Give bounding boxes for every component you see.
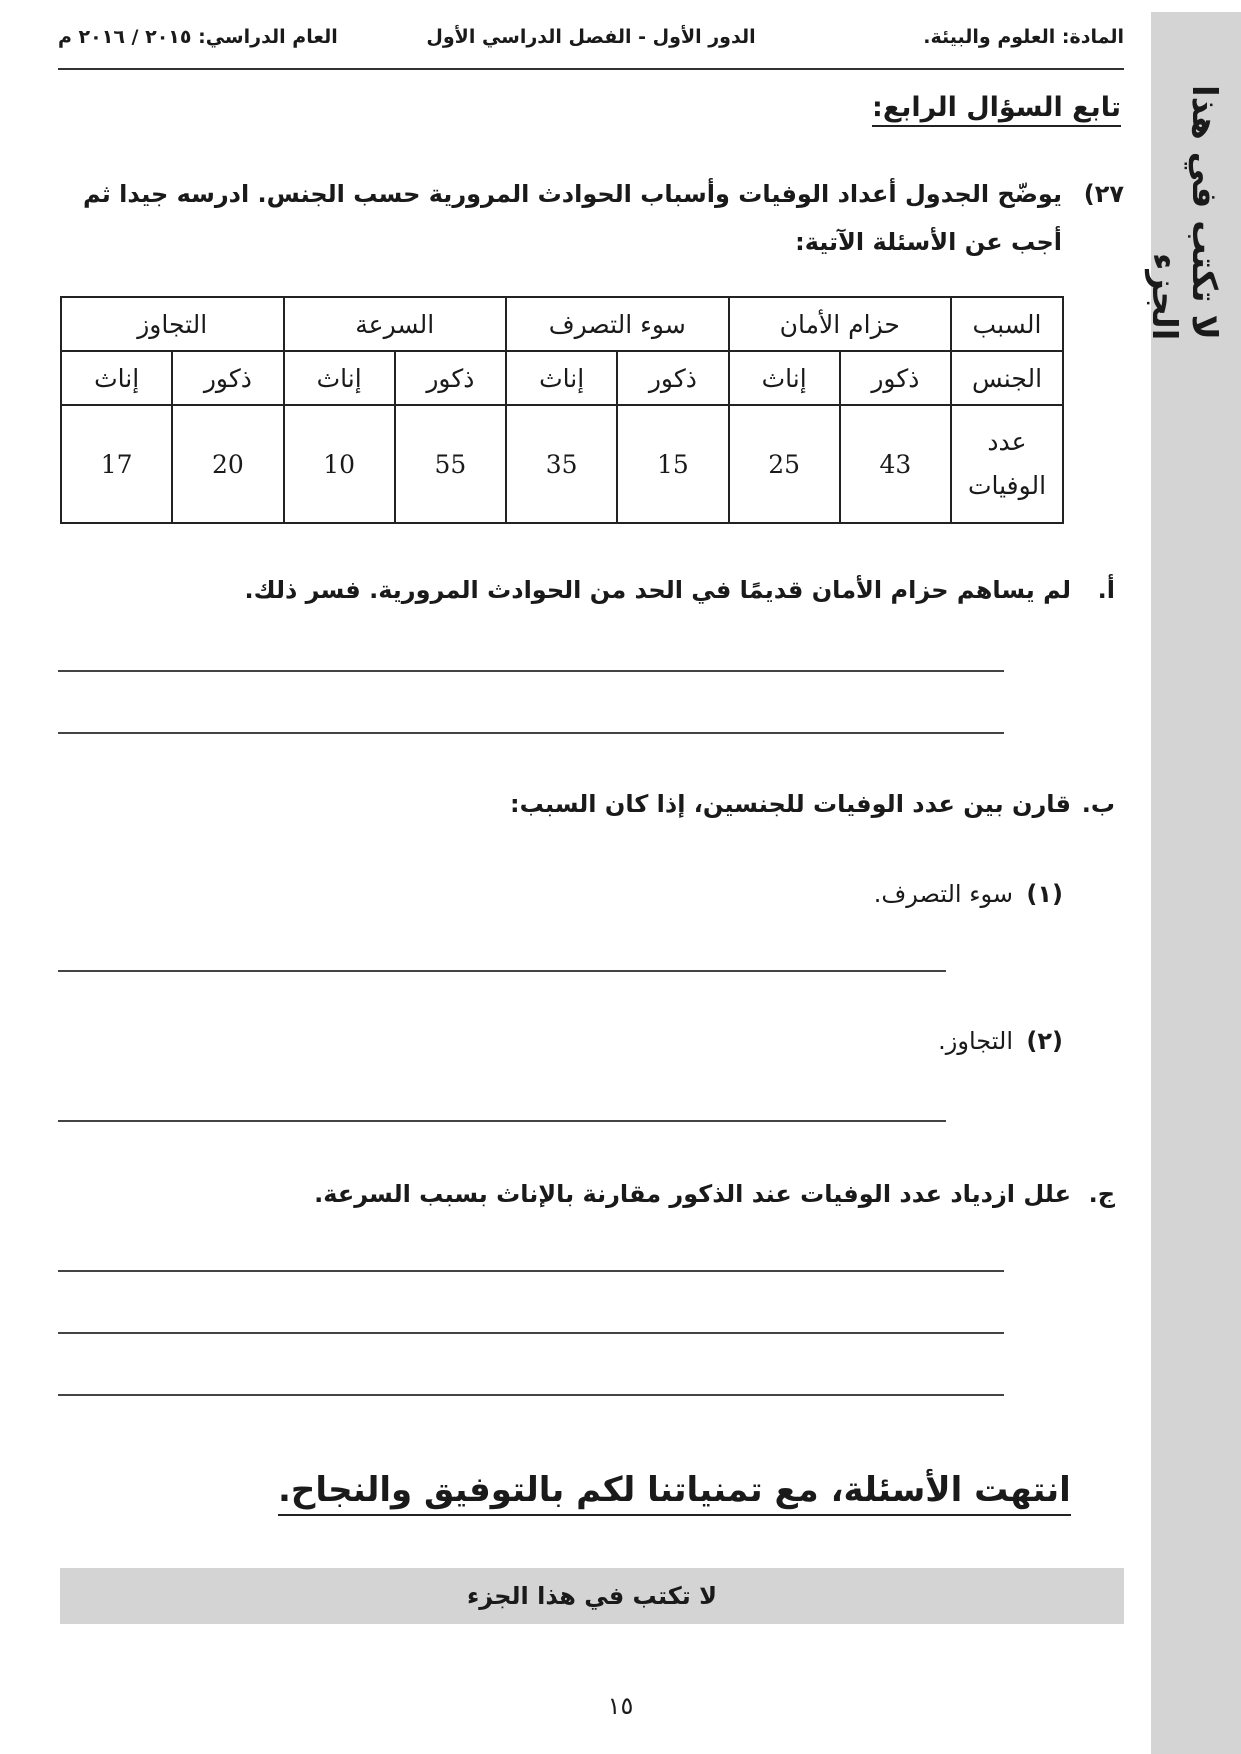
gender-female-cell: إناث [61, 351, 172, 405]
answer-line[interactable] [58, 1332, 1004, 1334]
value-seatbelt-male: 43 [840, 405, 951, 523]
gender-male-cell: ذكور [840, 351, 951, 405]
part-c-text: علل ازدياد عدد الوفيات عند الذكور مقارنة بالإناث بسبب السرعة. [314, 1180, 1071, 1208]
value-overtaking-female: 17 [61, 405, 172, 523]
sub1-number: (١) [1026, 880, 1063, 908]
cause-speed: السرعة [284, 297, 507, 351]
header-year: العام الدراسي: ٢٠١٥ / ٢٠١٦ م [58, 26, 338, 48]
value-speed-female: 10 [284, 405, 395, 523]
gender-female-cell: إناث [284, 351, 395, 405]
part-b-label: ب. [1081, 790, 1115, 818]
table-row-causes [61, 297, 1063, 351]
value-overtaking-male: 20 [172, 405, 283, 523]
sub1-text: سوء التصرف. [873, 880, 1013, 908]
part-b [510, 790, 1115, 818]
part-a [244, 576, 1115, 604]
answer-line[interactable] [58, 670, 1004, 672]
question-text: يوضّح الجدول أعداد الوفيات وأسباب الحوادث المرورية حسب الجنس. ادرسه جيدا ثم أجب عن الأسئلة الآتية: [82, 180, 1062, 256]
question-number: ٢٧) [1083, 180, 1124, 208]
question-27 [70, 170, 1124, 266]
page-header [58, 18, 1124, 62]
part-b-sub2 [938, 1027, 1063, 1055]
cause-header-cell: السبب [951, 297, 1063, 351]
part-a-label: أ. [1097, 576, 1115, 604]
header-subject: المادة: العلوم والبيئة. [923, 26, 1124, 48]
answer-line[interactable] [58, 970, 946, 972]
table-row-deaths [61, 405, 1063, 523]
value-misconduct-male: 15 [617, 405, 728, 523]
gender-male-cell: ذكور [617, 351, 728, 405]
gender-male-cell: ذكور [172, 351, 283, 405]
page-number: ١٥ [607, 1692, 634, 1720]
answer-line[interactable] [58, 1120, 946, 1122]
deaths-table [60, 296, 1064, 524]
part-b-sub1 [873, 880, 1063, 908]
cause-misconduct: سوء التصرف [506, 297, 729, 351]
do-not-write-bar: لا تكتب في هذا الجزء [60, 1568, 1124, 1624]
section-title: تابع السؤال الرابع: [872, 92, 1121, 127]
part-c [314, 1180, 1115, 1208]
cause-overtaking: التجاوز [61, 297, 284, 351]
table-row-gender [61, 351, 1063, 405]
deaths-label-line2: الوفيات [967, 471, 1047, 500]
value-misconduct-female: 35 [506, 405, 617, 523]
value-seatbelt-female: 25 [729, 405, 840, 523]
deaths-header-cell [951, 405, 1063, 523]
part-c-label: ج. [1088, 1180, 1115, 1208]
gender-female-cell: إناث [506, 351, 617, 405]
sub2-text: التجاوز. [938, 1027, 1013, 1055]
sub2-number: (٢) [1026, 1027, 1063, 1055]
closing-message: انتهت الأسئلة، مع تمنياتنا لكم بالتوفيق والنجاح. [278, 1470, 1071, 1516]
gender-female-cell: إناث [729, 351, 840, 405]
part-a-text: لم يساهم حزام الأمان قديمًا في الحد من الحوادث المرورية. فسر ذلك. [244, 576, 1071, 604]
header-divider [58, 68, 1124, 70]
side-margin-note: لا تكتب في هذا الجزء [1144, 85, 1224, 340]
part-b-text: قارن بين عدد الوفيات للجنسين، إذا كان السبب: [510, 790, 1071, 818]
answer-line[interactable] [58, 1270, 1004, 1272]
value-speed-male: 55 [395, 405, 506, 523]
answer-line[interactable] [58, 1394, 1004, 1396]
answer-line[interactable] [58, 732, 1004, 734]
gender-header-cell: الجنس [951, 351, 1063, 405]
deaths-label-line1: عدد [987, 427, 1027, 456]
gender-male-cell: ذكور [395, 351, 506, 405]
cause-seatbelt: حزام الأمان [729, 297, 952, 351]
header-term: الدور الأول - الفصل الدراسي الأول [426, 26, 756, 48]
